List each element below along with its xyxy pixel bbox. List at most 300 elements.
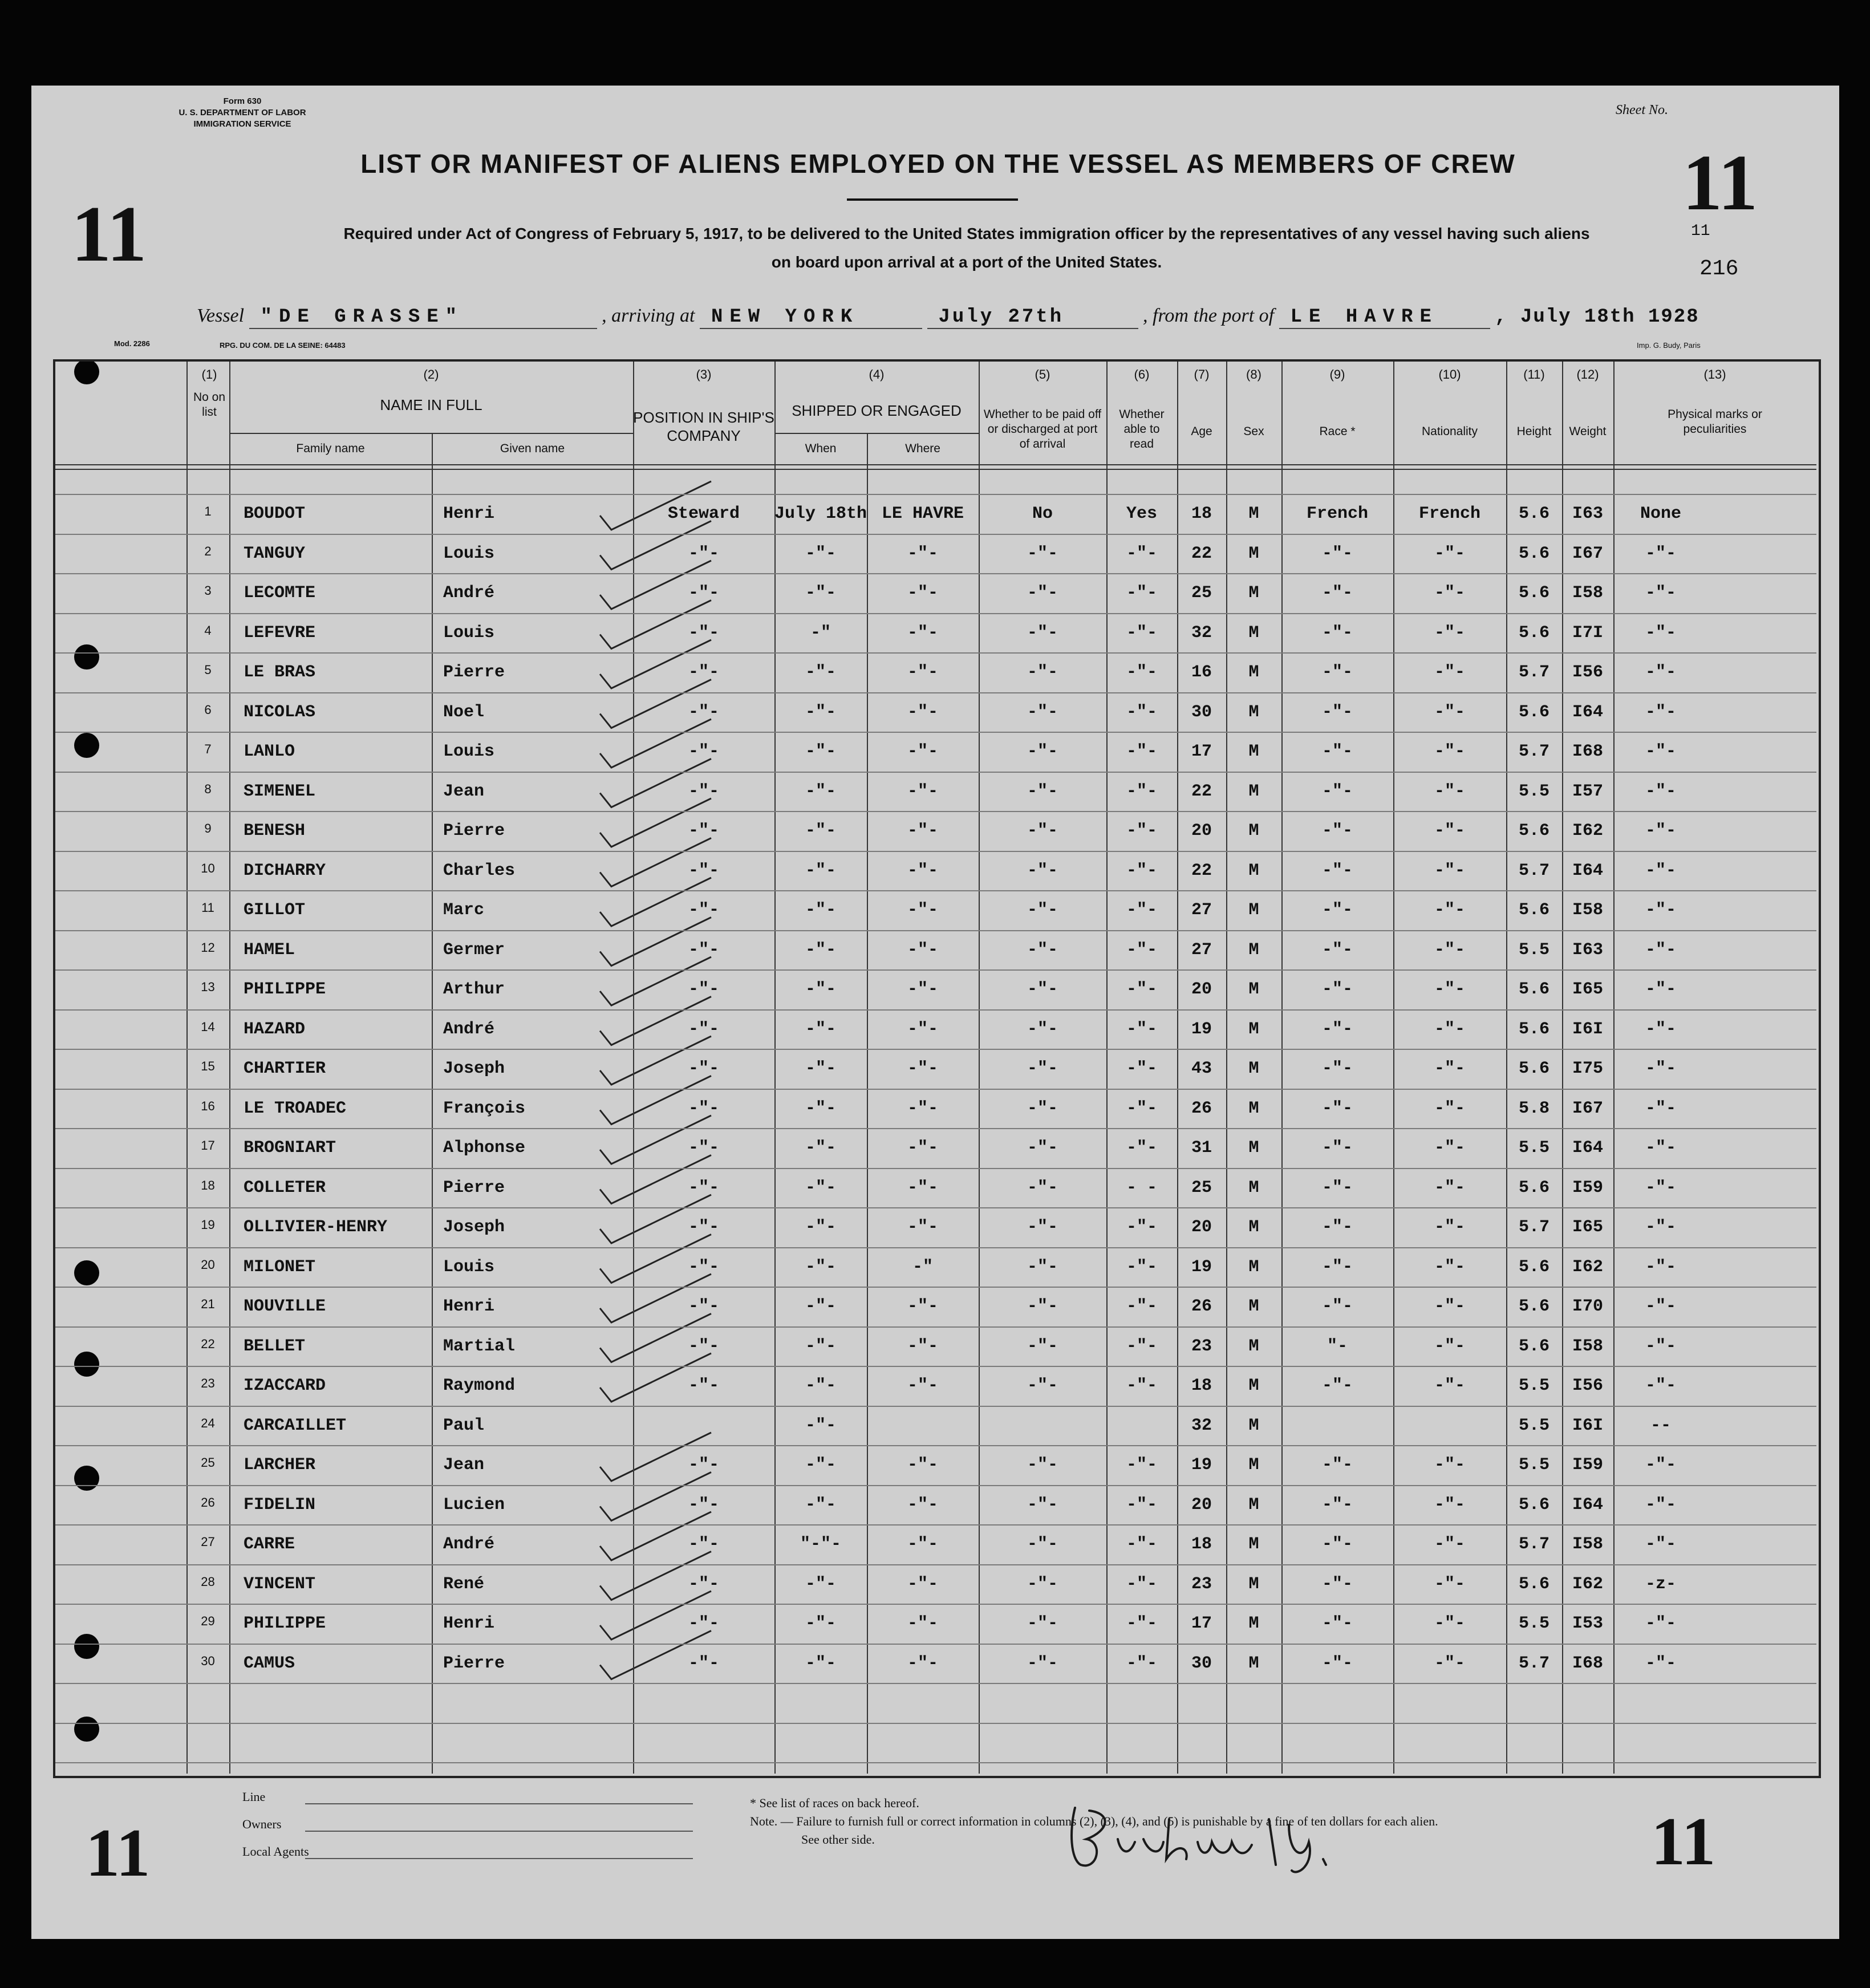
cell-given: Joseph (443, 1059, 505, 1078)
cell-no: 10 (201, 861, 215, 875)
cell-paid: -"- (1027, 1455, 1058, 1475)
cell-read: -"- (1126, 821, 1157, 841)
cell-race: -"- (1321, 742, 1353, 761)
cell-paid: -"- (1027, 1257, 1058, 1277)
cell-when: -"- (805, 900, 836, 920)
cell-where: -"- (907, 781, 938, 801)
cell-given: Louis (443, 623, 495, 643)
cell-race: -"- (1321, 1535, 1353, 1554)
cell-paid: -"- (1027, 1178, 1058, 1198)
cell-race: -"- (1321, 900, 1353, 920)
cell-when: -"- (805, 1415, 836, 1435)
row-rule (55, 1009, 1816, 1011)
cell-sex: M (1248, 1218, 1259, 1237)
cell-given: André (443, 1535, 495, 1554)
cell-given: Charles (443, 861, 516, 881)
col7-number: (7) (1194, 367, 1210, 382)
cell-height: 5.5 (1518, 1415, 1549, 1435)
cell-given: Paul (443, 1415, 485, 1435)
column-rule (432, 433, 433, 1774)
cell-weight: I7I (1572, 623, 1603, 643)
cell-marks: -"- (1645, 1336, 1676, 1356)
cell-race: -"- (1321, 1098, 1353, 1118)
cell-weight: I63 (1572, 940, 1603, 960)
cell-read: -"- (1126, 1257, 1157, 1277)
departure-port: LE HAVRE (1279, 306, 1490, 329)
cell-age: 26 (1191, 1098, 1212, 1118)
cell-given: Louis (443, 742, 495, 761)
cell-marks: None (1640, 504, 1681, 524)
row-rule (55, 1762, 1816, 1763)
cell-family: CAMUS (244, 1653, 295, 1673)
cell-paid: -"- (1027, 1297, 1058, 1316)
cell-read: -"- (1126, 1336, 1157, 1356)
cell-position: -"- (688, 900, 719, 920)
cell-race: -"- (1321, 861, 1353, 881)
cell-position: -"- (688, 1376, 719, 1395)
cell-position: -"- (688, 821, 719, 841)
cell-race: -"- (1321, 1138, 1353, 1158)
row-rule (55, 692, 1816, 693)
col10-header: Nationality (1421, 425, 1478, 438)
cell-weight: I64 (1572, 1138, 1603, 1158)
row-rule (55, 613, 1816, 614)
cell-position: -"- (688, 1535, 719, 1554)
department-name: U. S. DEPARTMENT OF LABOR (179, 108, 306, 117)
cell-nationality: -"- (1434, 1574, 1465, 1594)
sheet-number-right: 11 (1682, 139, 1758, 227)
cell-given: Marc (443, 900, 485, 920)
cell-read: -"- (1126, 663, 1157, 682)
cell-sex: M (1248, 1535, 1259, 1554)
row-rule (55, 1524, 1816, 1526)
cell-race: -"- (1321, 1059, 1353, 1078)
col6-number: (6) (1134, 367, 1150, 382)
cell-family: NOUVILLE (244, 1297, 326, 1316)
cell-no: 16 (201, 1098, 215, 1113)
col6-header: Whether able to read (1119, 408, 1165, 451)
cell-weight: I67 (1572, 1098, 1603, 1118)
agents-label: Local Agents (242, 1844, 309, 1859)
cell-paid: -"- (1027, 663, 1058, 682)
cell-where: -"- (907, 583, 938, 603)
row-rule (55, 1247, 1816, 1248)
cell-no: 13 (201, 980, 215, 994)
cell-read: -"- (1126, 583, 1157, 603)
cell-paid: -"- (1027, 1614, 1058, 1633)
col4-header: SHIPPED OR ENGAGED (792, 402, 962, 419)
row-rule (55, 1128, 1816, 1129)
cell-when: -"- (805, 1059, 836, 1078)
cell-when: -"- (805, 1653, 836, 1673)
row-rule (55, 1366, 1816, 1367)
cell-nationality: -"- (1434, 861, 1465, 881)
line-rule (305, 1803, 693, 1804)
cell-marks: -"- (1645, 1297, 1676, 1316)
cell-age: 20 (1191, 980, 1212, 999)
cell-family: LE TROADEC (244, 1098, 347, 1118)
cell-family: COLLETER (244, 1178, 326, 1198)
cell-read: -"- (1126, 1614, 1157, 1633)
cell-where: -"- (907, 1178, 938, 1198)
cell-where: LE HAVRE (881, 504, 964, 524)
cell-age: 18 (1191, 1376, 1212, 1395)
row-rule (55, 1683, 1816, 1684)
cell-when: -"- (805, 702, 836, 722)
cell-when: -"- (805, 583, 836, 603)
cell-no: 2 (204, 543, 212, 558)
cell-marks: -"- (1645, 980, 1676, 999)
cell-paid: -"- (1027, 1574, 1058, 1594)
cell-position: -"- (688, 1138, 719, 1158)
cell-paid: -"- (1027, 900, 1058, 920)
cell-where: -"- (907, 900, 938, 920)
cell-family: DICHARRY (244, 861, 326, 881)
cell-read: Yes (1126, 504, 1157, 524)
cell-position: -"- (688, 1574, 719, 1594)
cell-position: -"- (688, 1098, 719, 1118)
cell-paid: -"- (1027, 702, 1058, 722)
cell-family: BELLET (244, 1336, 306, 1356)
cell-when: -"- (805, 861, 836, 881)
cell-marks: -"- (1645, 940, 1676, 960)
cell-height: 5.7 (1518, 663, 1549, 682)
col9-header: Race * (1319, 425, 1356, 438)
cell-race: -"- (1321, 1376, 1353, 1395)
cell-given: Martial (443, 1336, 516, 1356)
cell-no: 8 (204, 781, 212, 796)
cell-marks: -"- (1645, 623, 1676, 643)
cell-sex: M (1248, 1297, 1259, 1316)
cell-nationality: -"- (1434, 1297, 1465, 1316)
cell-weight: I65 (1572, 980, 1603, 999)
cell-when: -"- (805, 781, 836, 801)
row-rule (55, 930, 1816, 931)
cell-height: 5.6 (1518, 1178, 1549, 1198)
cell-when: -"- (805, 940, 836, 960)
cell-weight: I65 (1572, 1218, 1603, 1237)
row-rule (55, 1445, 1816, 1446)
row-rule (55, 890, 1816, 891)
cell-where: -"- (907, 1455, 938, 1475)
cell-paid: -"- (1027, 940, 1058, 960)
cell-when: -"- (805, 821, 836, 841)
registry-label: RPG. DU COM. DE LA SEINE: 64483 (220, 341, 346, 350)
cell-no: 9 (204, 821, 212, 835)
cell-paid: -"- (1027, 1098, 1058, 1118)
cell-read: -"- (1126, 781, 1157, 801)
cell-given: Lucien (443, 1495, 505, 1515)
cell-height: 5.6 (1518, 1257, 1549, 1277)
cell-family: FIDELIN (244, 1495, 316, 1515)
cell-where: -"- (907, 980, 938, 999)
cell-nationality: -"- (1434, 1178, 1465, 1198)
cell-height: 5.6 (1518, 980, 1549, 999)
cell-race: -"- (1321, 583, 1353, 603)
cell-nationality: -"- (1434, 1376, 1465, 1395)
cell-where: -"- (907, 543, 938, 563)
cell-read: -"- (1126, 940, 1157, 960)
cell-weight: I67 (1572, 543, 1603, 563)
row-rule (55, 1326, 1816, 1328)
cell-family: BOUDOT (244, 504, 306, 524)
cell-age: 27 (1191, 940, 1212, 960)
cell-family: LE BRAS (244, 663, 316, 682)
cell-sex: M (1248, 1019, 1259, 1039)
cell-age: 16 (1191, 663, 1212, 682)
col2-family-header: Family name (296, 442, 365, 455)
cell-race: -"- (1321, 1297, 1353, 1316)
cell-height: 5.6 (1518, 1297, 1549, 1316)
cell-family: IZACCARD (244, 1376, 326, 1395)
cell-sex: M (1248, 623, 1259, 643)
cell-where: -"- (907, 1019, 938, 1039)
col1-header: No on list (193, 391, 226, 419)
cell-paid: -"- (1027, 861, 1058, 881)
row-rule (55, 1723, 1816, 1724)
cell-marks: -"- (1645, 1019, 1676, 1039)
cell-family: BROGNIART (244, 1138, 336, 1158)
cell-age: 20 (1191, 821, 1212, 841)
col5-number: (5) (1035, 367, 1050, 382)
cell-position: -"- (688, 1336, 719, 1356)
cell-given: François (443, 1098, 526, 1118)
cell-weight: I53 (1572, 1614, 1603, 1633)
cell-no: 6 (204, 702, 212, 717)
cell-age: 19 (1191, 1257, 1212, 1277)
cell-sex: M (1248, 1336, 1259, 1356)
cell-nationality: -"- (1434, 543, 1465, 563)
cell-position: -"- (688, 742, 719, 761)
cell-family: LARCHER (244, 1455, 316, 1475)
col5-header: Whether to be paid off or discharged at port of arrival (983, 408, 1102, 451)
cell-height: 5.6 (1518, 1574, 1549, 1594)
header-rule (55, 469, 1816, 470)
cell-nationality: -"- (1434, 1535, 1465, 1554)
cell-sex: M (1248, 742, 1259, 761)
cell-marks: -"- (1645, 861, 1676, 881)
cell-marks: -"- (1645, 543, 1676, 563)
row-rule (55, 851, 1816, 852)
cell-no: 7 (204, 742, 212, 756)
cell-given: Pierre (443, 1653, 505, 1673)
cell-sex: M (1248, 900, 1259, 920)
arrival-port: NEW YORK (700, 306, 922, 329)
cell-weight: I58 (1572, 1336, 1603, 1356)
cell-no: 27 (201, 1535, 215, 1549)
col3-number: (3) (696, 367, 712, 382)
cell-where: -"- (907, 1138, 938, 1158)
cell-sex: M (1248, 1495, 1259, 1515)
cell-where: -"- (907, 1218, 938, 1237)
cell-when: -"- (805, 1178, 836, 1198)
cell-where: -"- (907, 702, 938, 722)
cell-family: HAZARD (244, 1019, 306, 1039)
cell-marks: -"- (1645, 900, 1676, 920)
row-rule (55, 1604, 1816, 1605)
cell-read: -"- (1126, 1098, 1157, 1118)
cell-when: -"- (805, 1574, 836, 1594)
header-rule (229, 433, 633, 434)
cell-age: 17 (1191, 742, 1212, 761)
cell-no: 28 (201, 1574, 215, 1589)
row-rule (55, 1287, 1816, 1288)
row-rule (55, 732, 1816, 733)
cell-no: 5 (204, 663, 212, 677)
cell-where: -"- (907, 663, 938, 682)
cell-height: 5.6 (1518, 504, 1549, 524)
col11-header: Height (1516, 425, 1552, 438)
cell-height: 5.5 (1518, 1455, 1549, 1475)
cell-marks: -"- (1645, 1535, 1676, 1554)
cell-nationality: -"- (1434, 742, 1465, 761)
cell-where: -"- (907, 1614, 938, 1633)
printer-label: Imp. G. Budy, Paris (1637, 341, 1701, 350)
cell-weight: I58 (1572, 900, 1603, 920)
cell-no: 19 (201, 1218, 215, 1232)
cell-weight: I68 (1572, 1653, 1603, 1673)
cell-family: CARRE (244, 1535, 295, 1554)
cell-race: -"- (1321, 980, 1353, 999)
cell-nationality: -"- (1434, 702, 1465, 722)
cell-height: 5.7 (1518, 742, 1549, 761)
cell-where: -"- (907, 1376, 938, 1395)
form-header (140, 96, 345, 130)
cell-marks: -"- (1645, 1376, 1676, 1395)
cell-marks: -"- (1645, 1495, 1676, 1515)
cell-sex: M (1248, 821, 1259, 841)
races-note: * See list of races on back hereof. (750, 1796, 919, 1810)
cell-nationality: -"- (1434, 1059, 1465, 1078)
cell-height: 5.6 (1518, 702, 1549, 722)
cell-position: -"- (688, 583, 719, 603)
cell-no: 12 (201, 940, 215, 955)
cell-family: LECOMTE (244, 583, 316, 603)
cell-given: Louis (443, 543, 495, 563)
cell-family: LEFEVRE (244, 623, 316, 643)
cell-race: -"- (1321, 1257, 1353, 1277)
cell-sex: M (1248, 980, 1259, 999)
cell-weight: I64 (1572, 1495, 1603, 1515)
cell-height: 5.5 (1518, 1138, 1549, 1158)
cell-read: -"- (1126, 702, 1157, 722)
cell-age: 23 (1191, 1336, 1212, 1356)
cell-where: -"- (907, 1574, 938, 1594)
cell-no: 24 (201, 1415, 215, 1430)
cell-given: André (443, 1019, 495, 1039)
cell-height: 5.6 (1518, 821, 1549, 841)
cell-given: Henri (443, 1614, 495, 1633)
cell-position: -"- (688, 702, 719, 722)
row-rule (55, 1564, 1816, 1565)
cell-where: -"- (907, 623, 938, 643)
cell-race: -"- (1321, 1574, 1353, 1594)
sheet-number-bottom-left: 11 (86, 1815, 151, 1890)
cell-race: -"- (1321, 1653, 1353, 1673)
cell-position: -"- (688, 1297, 719, 1316)
cell-when: -" (810, 623, 831, 643)
cell-where: -"- (907, 861, 938, 881)
cell-nationality: -"- (1434, 1138, 1465, 1158)
cell-family: GILLOT (244, 900, 306, 920)
cell-height: 5.6 (1518, 1019, 1549, 1039)
cell-age: 19 (1191, 1455, 1212, 1475)
cell-position: -"- (688, 980, 719, 999)
cell-height: 5.7 (1518, 1653, 1549, 1673)
row-rule (55, 969, 1816, 971)
cell-family: CARCAILLET (244, 1415, 347, 1435)
cell-nationality: -"- (1434, 1019, 1465, 1039)
cell-age: 20 (1191, 1218, 1212, 1237)
row-rule (55, 1644, 1816, 1645)
cell-when: -"- (805, 1098, 836, 1118)
cell-height: 5.6 (1518, 900, 1549, 920)
cell-where: -"- (907, 1653, 938, 1673)
cell-position: -"- (688, 623, 719, 643)
cell-given: André (443, 583, 495, 603)
col1-number: (1) (201, 367, 217, 382)
cell-age: 32 (1191, 623, 1212, 643)
cell-paid: No (1032, 504, 1053, 524)
cell-height: 5.5 (1518, 1376, 1549, 1395)
cell-family: PHILIPPE (244, 980, 326, 999)
cell-no: 15 (201, 1059, 215, 1073)
cell-where: -"- (907, 821, 938, 841)
cell-when: -"- (805, 1297, 836, 1316)
arrival-date: July 27th (927, 306, 1138, 329)
cell-family: LANLO (244, 742, 295, 761)
cell-race: -"- (1321, 1455, 1353, 1475)
line-label: Line (242, 1790, 266, 1804)
inspector-signature (1064, 1785, 1360, 1882)
row-rule (55, 1168, 1816, 1169)
cell-sex: M (1248, 1415, 1259, 1435)
cell-no: 22 (201, 1336, 215, 1351)
cell-position: -"- (688, 1455, 719, 1475)
cell-read: -"- (1126, 1574, 1157, 1594)
model-label: Mod. 2286 (114, 339, 150, 348)
cell-nationality: -"- (1434, 1257, 1465, 1277)
cell-paid: -"- (1027, 1138, 1058, 1158)
cell-nationality: -"- (1434, 663, 1465, 682)
cell-weight: I63 (1572, 504, 1603, 524)
cell-read: -"- (1126, 1495, 1157, 1515)
cell-sex: M (1248, 1455, 1259, 1475)
cell-race: -"- (1321, 623, 1353, 643)
cell-no: 11 (201, 900, 214, 915)
cell-paid: -"- (1027, 1376, 1058, 1395)
cell-nationality: -"- (1434, 781, 1465, 801)
cell-where: -"- (907, 742, 938, 761)
cell-family: PHILIPPE (244, 1614, 326, 1633)
cell-marks: -"- (1645, 1098, 1676, 1118)
cell-weight: I64 (1572, 861, 1603, 881)
cell-nationality: -"- (1434, 1455, 1465, 1475)
cell-age: 19 (1191, 1019, 1212, 1039)
cell-when: -"- (805, 1019, 836, 1039)
cell-where: -"- (907, 1297, 938, 1316)
cell-weight: I56 (1572, 1376, 1603, 1395)
cell-weight: I6I (1572, 1019, 1603, 1039)
cell-marks: -- (1650, 1415, 1671, 1435)
cell-no: 14 (201, 1019, 215, 1034)
col8-header: Sex (1243, 425, 1264, 438)
cell-family: VINCENT (244, 1574, 316, 1594)
cell-height: 5.6 (1518, 583, 1549, 603)
cell-age: 30 (1191, 1653, 1212, 1673)
cell-read: -"- (1126, 1138, 1157, 1158)
cell-paid: -"- (1027, 1336, 1058, 1356)
